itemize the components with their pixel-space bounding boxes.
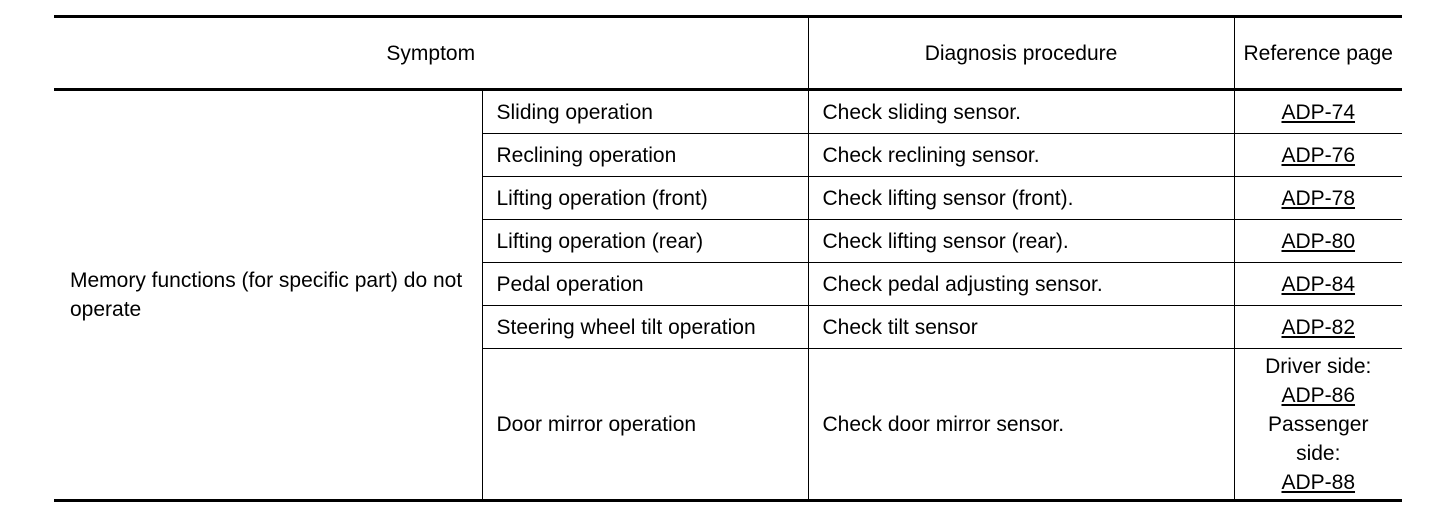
reference-cell [1234,349,1402,501]
header-diagnosis-procedure: Diagnosis procedure [808,17,1234,90]
symptom-cell: Door mirror operation [482,349,808,501]
symptom-cell: Steering wheel tilt operation [482,306,808,349]
diagnosis-cell: Check reclining sensor. [808,134,1234,177]
mirror-reference-stack [1249,352,1389,497]
reference-link[interactable]: ADP-82 [1281,315,1356,339]
driver-side-reference-link[interactable]: ADP-86 [1281,383,1356,407]
reference-link[interactable]: ADP-74 [1281,100,1356,124]
reference-cell [1234,263,1402,306]
table-row [54,90,1402,134]
reference-cell [1234,134,1402,177]
main-symptom-cell: Memory functions (for specific part) do not operate [70,269,463,321]
passenger-side-reference-link[interactable]: ADP-88 [1281,470,1356,494]
diagnosis-cell: Check tilt sensor [808,306,1234,349]
table-header-row [54,17,1402,90]
diagnosis-cell: Check sliding sensor. [808,90,1234,134]
reference-link[interactable]: ADP-76 [1281,143,1356,167]
diagnosis-cell: Check lifting sensor (rear). [808,220,1234,263]
symptom-cell: Sliding operation [482,90,808,134]
diagnosis-cell: Check lifting sensor (front). [808,177,1234,220]
reference-cell [1234,177,1402,220]
symptom-cell: Reclining operation [482,134,808,177]
reference-link[interactable]: ADP-84 [1281,272,1356,296]
passenger-side-label: Passenger side: [1268,412,1369,465]
reference-cell [1234,220,1402,263]
reference-cell [1234,306,1402,349]
diagnosis-table [54,15,1402,502]
symptom-cell: Pedal operation [482,263,808,306]
reference-cell [1234,90,1402,134]
reference-link[interactable]: ADP-80 [1281,229,1356,253]
symptom-cell: Lifting operation (rear) [482,220,808,263]
header-symptom: Symptom [54,17,808,90]
diagnosis-cell: Check door mirror sensor. [808,349,1234,501]
diagnosis-cell: Check pedal adjusting sensor. [808,263,1234,306]
symptom-cell: Lifting operation (front) [482,177,808,220]
header-reference-page: Reference page [1234,17,1402,90]
reference-link[interactable]: ADP-78 [1281,186,1356,210]
driver-side-label: Driver side: [1265,354,1372,378]
